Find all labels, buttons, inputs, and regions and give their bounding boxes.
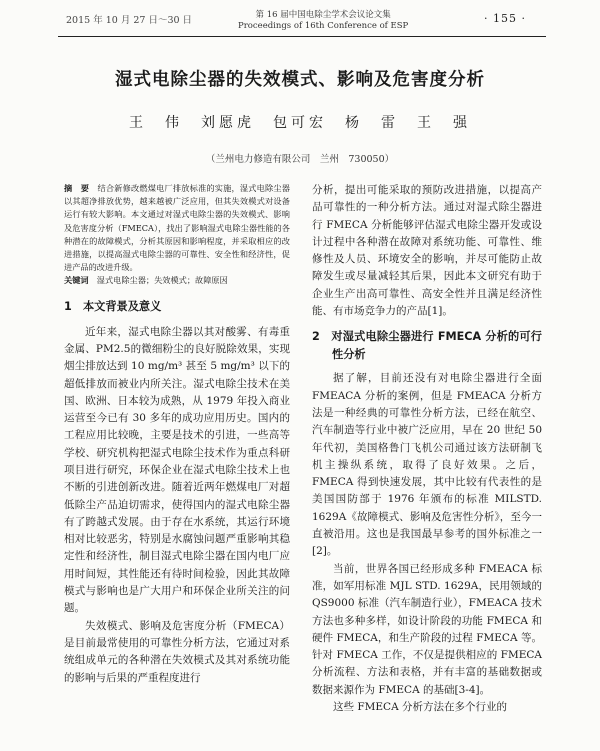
authors: 王 伟 刘愿虎 包可宏 杨 雷 王 强 xyxy=(129,115,471,131)
section-2-paragraph-2: 当前，世界各国已经形成多种 FMEACA 标准，如军用标准 MJL STD. 1629A，民用领域的 QS9000 标准（汽车制造行业），FMEACA 技术方法也多种多样，如设计阶段的功能 FMECA 和硬件 FMECA，和生产阶段的过程 FMECA 等。针对 FMECA 工作，不仅是提供相应的 FMECA 分析流程、方法和表格，并有丰富的基础数据或数据来源作为 FMECA 的基础[3-4]。 xyxy=(312,562,542,696)
header-proceedings xyxy=(238,10,408,32)
affiliation: （兰州电力修造有限公司 兰州 730050） xyxy=(205,154,395,165)
section-1-paragraph-1: 近年来，湿式电除尘器以其对酸雾、有毒重金属、PM2.5的微细粉尘的良好脱除效果，实现烟尘排放达到 10 mg/m³ 甚至 5 mg/m³ 以下的超低排放而被业内所关注。湿式电除尘技术在美国、欧洲、日本较为成熟，从 1979 年投入商业运营至今已有 30 多年的成功应用历史。国内的工程应用比较晚，主要是技术的引进，一些高等学校、研究机构把湿式电除尘技术作为重点科研项目进行研究，环保企业在湿式电除尘技术上也不断的引进创新改进。随着近两年燃煤电厂对超低除尘产品迫切需求，使得国内的湿式电除尘器有了跨越式发展。由于存在水系统，其运行环境相对比较恶劣，特别是水腐蚀问题严重影响其稳定性和经济性，制目湿式电除尘器在国内电厂应用时间短，其性能还有待时间检验，因此其故障模式与影响也是广大用户和环保企业所关注的问题。 xyxy=(64,325,290,615)
section-1-heading: 1 本文背景及意义 xyxy=(64,299,162,313)
section-1-paragraph-2: 失效模式、影响及危害度分析（FMECA）是目前最常使用的可靠性分析方法，它通过对系统组成单元的各种潜在失效模式及其对系统功能的影响与后果的严重程度进行 xyxy=(64,619,290,684)
page-number: · 155 · xyxy=(484,12,526,25)
header-proceedings-cn: 第 16 届中国电除尘学术会议论文集 xyxy=(255,10,391,20)
header-date: 2015 年 10 月 27 日～30 日 xyxy=(66,15,193,26)
header-proceedings-en: Proceedings of 16th Conference of ESP xyxy=(238,21,409,31)
left-column xyxy=(64,182,290,687)
paper-title: 湿式电除尘器的失效模式、影响及危害度分析 xyxy=(115,70,485,90)
abstract-text: 结合新修改燃煤电厂排放标准的实施，湿式电除尘器以其超净排放优势，越来越被广泛应用，但其失效模式对设备运行有较大影响。本文通过对湿式电除尘器的失效模式、影响及危害度分析（FMECA），找出了影响湿式电除尘器性能的各种潜在的故障模式，分析其原因和影响程度，并采取相应的改进措施，以提高湿式电除尘器的可靠性、安全性和经济性，促进产品的改进升级。 xyxy=(64,183,290,273)
abstract-label: 摘 要 xyxy=(64,183,90,193)
continued-paragraph: 分析，提出可能采取的预防改进措施，以提高产品可靠性的一种分析方法。通过对湿式除尘器进行 FMECA 分析能够评估湿式电除尘器开发或设计过程中各种潜在故障对系统功能、可靠性、维修性及人员、环境安全的影响，并尽可能防止故障发生或尽量减轻其后果，因此本文研究有助于企业生产出高可靠性、高安全性并且满足经济性能、有市场竞争力的产品[1]。 xyxy=(312,184,542,318)
header-divider xyxy=(58,36,546,37)
section-2-heading: 2 对湿式电除尘器进行 FMECA 分析的可行性分析 xyxy=(312,330,542,362)
section-2-paragraph-1: 据了解，目前还没有对电除尘器进行全面 FMEACA 分析的案例，但是 FMEACA 分析方法是一种经典的可靠性分析方法，已经在航空、汽车制造等行业中被广泛应用，早在 20 世纪 50 年代初，美国格鲁门飞机公司通过该方法研制飞机主操纵系统，取得了良好效果。之后，FMECA 得到快速发展，其中比较有代表性的是美国国防部于 1976 年颁布的标准 MILSTD. 1629A《故障模式、影响及危害性分析》，至今一直被沿用。这也是我国最早参考的国外标准之一[2]。 xyxy=(312,372,542,558)
abstract xyxy=(64,182,290,274)
keywords xyxy=(64,274,290,287)
section-2-paragraph-3: 这些 FMECA 分析方法在多个行业的 xyxy=(333,701,507,714)
right-column xyxy=(312,182,542,716)
keywords-text: 湿式电除尘器；失效模式；故障原因 xyxy=(96,275,228,286)
page-header xyxy=(0,0,600,40)
keywords-label: 关键词 xyxy=(64,275,89,286)
